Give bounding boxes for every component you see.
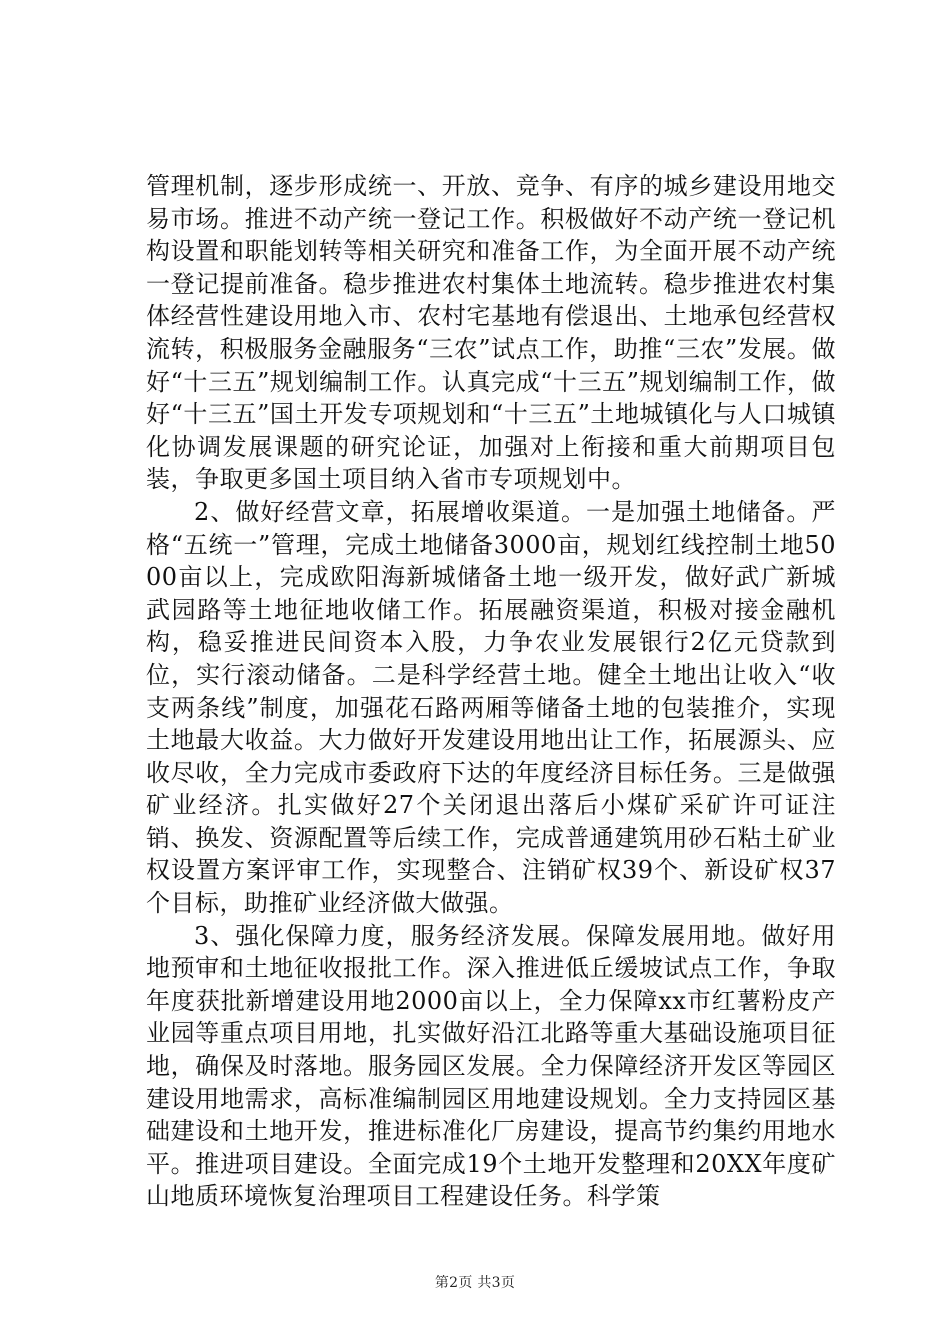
paragraph-section-3: 3、强化保障力度，服务经济发展。保障发展用地。做好用地预审和土地征收报批工作。深入推进低丘缓坡试点工作，争取年度获批新增建设用地2000亩以上，全力保障xx市红薯粉皮产业园等重点项目用地，扎实做好沿江北路等重大基础设施项目征地，确保及时落地。服务园区发展。全力保障经济开发区等园区建设用地需求，高标准编制园区用地建设规划。全力支持园区基础建设和土地开发，推进标准化厂房建设，提高节约集约用地水平。推进项目建设。全面完成19个土地开发整理和20XX年度矿山地质环境恢复治理项目工程建设任务。科学策 bbox=[146, 921, 836, 1211]
paragraph-continued: 管理机制，逐步形成统一、开放、竞争、有序的城乡建设用地交易市场。推进不动产统一登记工作。积极做好不动产统一登记机构设置和职能划转等相关研究和准备工作，为全面开展不动产统一登记提前准备。稳步推进农村集体土地流转。稳步推进农村集体经营性建设用地入市、农村宅基地有偿退出、土地承包经营权流转，积极服务金融服务“三农”试点工作，助推“三农”发展。做好“十三五”规划编制工作。认真完成“十三五”规划编制工作，做好“十三五”国土开发专项规划和“十三五”土地城镇化与人口城镇化协调发展课题的研究论证，加强对上衔接和重大前期项目包装，争取更多国土项目纳入省市专项规划中。 bbox=[146, 172, 836, 494]
document-body bbox=[146, 170, 836, 1213]
paragraph-section-2: 2、做好经营文章，拓展增收渠道。一是加强土地储备。严格“五统一”管理，完成土地储备3000亩，规划红线控制土地5000亩以上，完成欧阳海新城储备土地一级开发，做好武广新城武园路等土地征地收储工作。拓展融资渠道，积极对接金融机构，稳妥推进民间资本入股，力争农业发展银行2亿元贷款到位，实行滚动储备。二是科学经营土地。健全土地出让收入“收支两条线”制度，加强花石路两厢等储备土地的包装推介，实现土地最大收益。大力做好开发建设用地出让工作，拓展源头、应收尽收，全力完成市委政府下达的年度经济目标任务。三是做强矿业经济。扎实做好27个关闭退出落后小煤矿采矿许可证注销、换发、资源配置等后续工作，完成普通建筑用砂石粘土矿业权设置方案评审工作，实现整合、注销矿权39个、新设矿权37个目标，助推矿业经济做大做强。 bbox=[146, 497, 836, 918]
page-number-footer: 第2页 共3页 bbox=[434, 1275, 516, 1291]
